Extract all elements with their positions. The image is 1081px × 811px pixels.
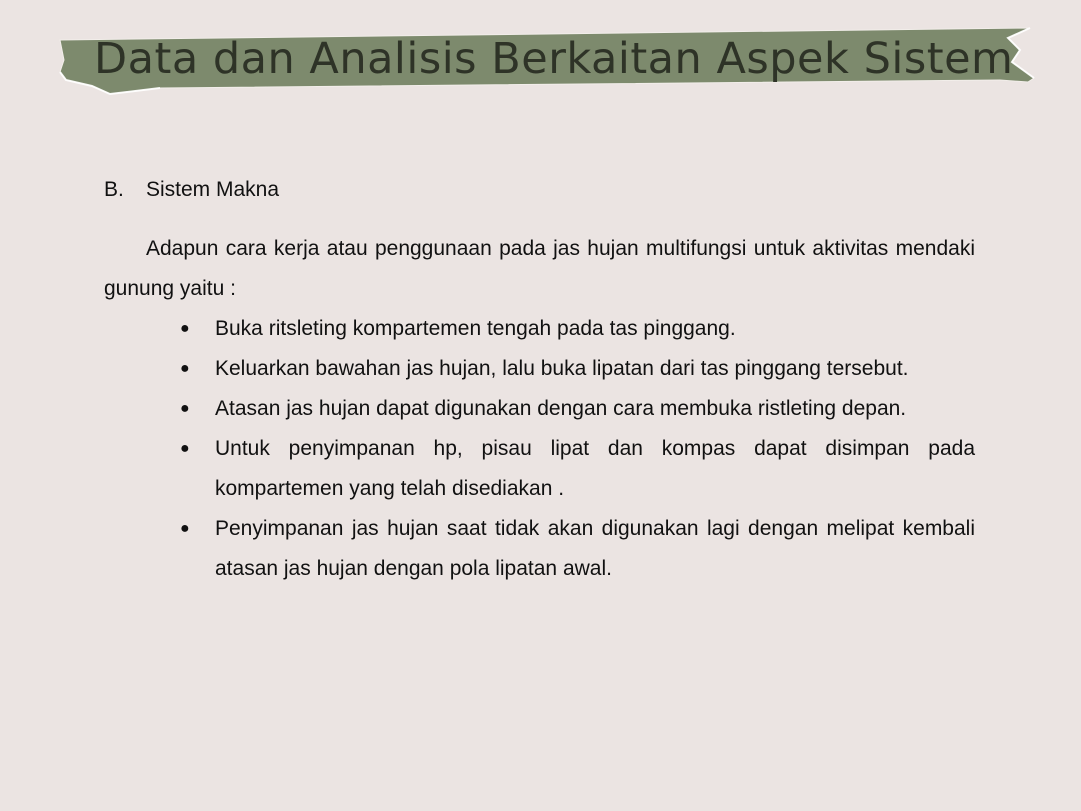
section-letter: B. <box>104 178 124 201</box>
list-item <box>180 509 975 589</box>
step-text: Buka ritsleting kompartemen tengah pada tas pinggang. <box>215 317 736 340</box>
steps-list <box>104 309 975 589</box>
list-item <box>180 429 975 509</box>
title-banner <box>0 0 1081 110</box>
list-item <box>180 309 975 349</box>
list-item <box>180 389 975 429</box>
bullet-icon: ● <box>180 320 190 337</box>
content-area <box>104 170 975 589</box>
slide-title: Data dan Analisis Berkaitan Aspek Sistem <box>94 34 1014 84</box>
step-text: Untuk penyimpanan hp, pisau lipat dan kompas dapat disimpan pada kompartemen yang telah disediakan . <box>215 437 975 500</box>
list-item <box>180 349 975 389</box>
bullet-icon: ● <box>180 400 190 417</box>
bullet-icon: ● <box>180 520 190 537</box>
section-heading <box>104 170 975 210</box>
intro-paragraph: Adapun cara kerja atau penggunaan pada jas hujan multifungsi untuk aktivitas mendaki gunung yaitu : <box>104 237 975 300</box>
section-title: Sistem Makna <box>146 178 280 201</box>
bullet-icon: ● <box>180 360 190 377</box>
step-text: Penyimpanan jas hujan saat tidak akan digunakan lagi dengan melipat kembali atasan jas hujan dengan pola lipatan awal. <box>215 517 975 580</box>
bullet-icon: ● <box>180 440 190 457</box>
step-text: Atasan jas hujan dapat digunakan dengan cara membuka ristleting depan. <box>215 397 907 420</box>
step-text: Keluarkan bawahan jas hujan, lalu buka lipatan dari tas pinggang tersebut. <box>215 357 909 380</box>
